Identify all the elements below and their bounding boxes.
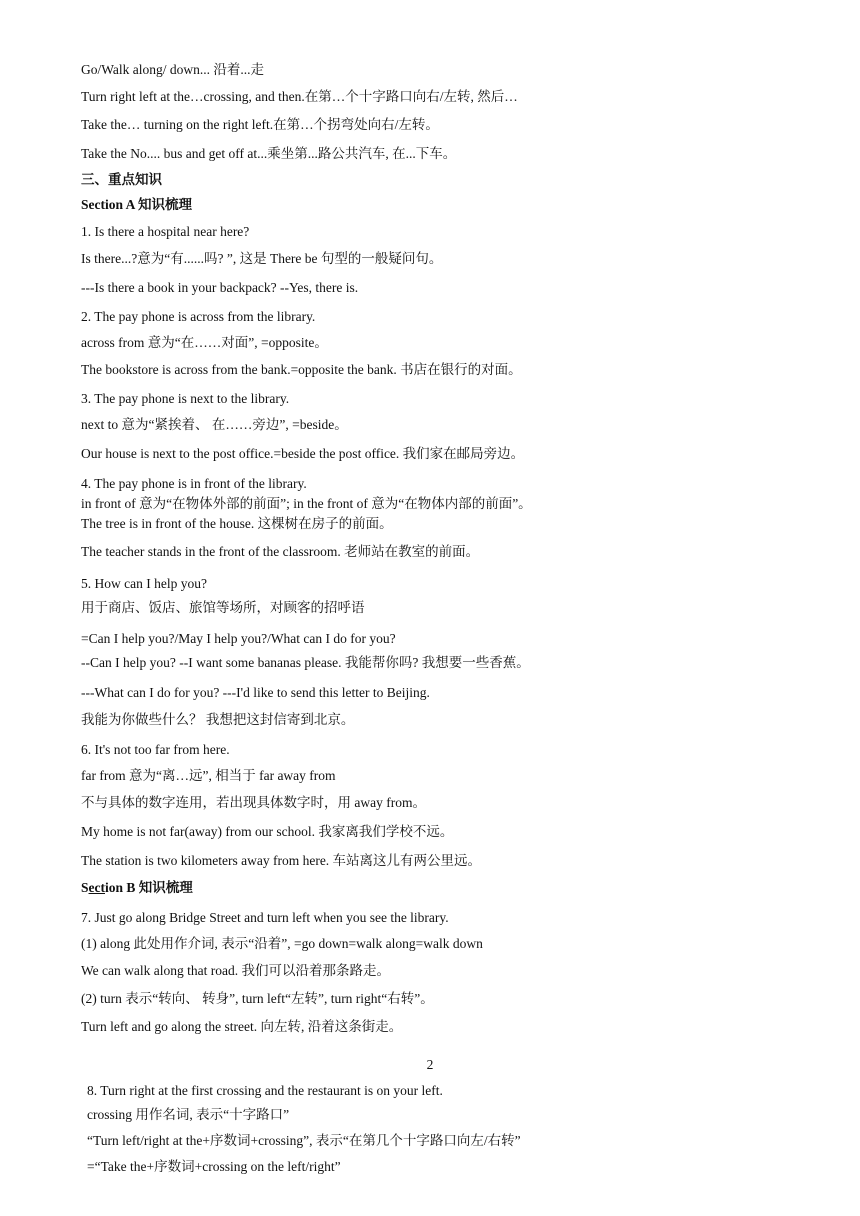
text-line: We can walk along that road. 我们可以沿着那条路走。 bbox=[81, 963, 390, 978]
text-line: (1) along 此处用作介词, 表示“沿着”, =go down=walk along=walk down bbox=[81, 936, 483, 951]
text-line: crossing 用作名词, 表示“十字路口” bbox=[87, 1107, 290, 1122]
text-line: 不与具体的数字连用，若出现具体数字时，用 away from。 bbox=[81, 795, 426, 810]
text-line: The station is two kilometers away from here. 车站离这儿有两公里远。 bbox=[81, 853, 482, 868]
text-line: next to 意为“紧挨着、 在……旁边”, =beside。 bbox=[81, 417, 348, 432]
text-line: 6. It's not too far from here. bbox=[81, 742, 230, 757]
text-line: Is there...?意为“有......吗? ”, 这是 There be 句型的一般疑问句。 bbox=[81, 251, 443, 266]
text-line: =“Take the+序数词+crossing on the left/right” bbox=[87, 1159, 341, 1174]
text-line: Go/Walk along/ down... 沿着...走 bbox=[81, 62, 265, 77]
text-line: Our house is next to the post office.=beside the post office. 我们家在邮局旁边。 bbox=[81, 446, 525, 461]
text-line: in front of 意为“在物体外部的前面”; in the front of 意为“在物体内部的前面”。 bbox=[81, 496, 532, 511]
section-b-heading bbox=[81, 880, 193, 896]
text-line: Turn right left at the…crossing, and then.在第…个十字路口向右/左转, 然后… bbox=[81, 89, 518, 104]
text-line: ---What can I do for you? ---I'd like to send this letter to Beijing. bbox=[81, 685, 430, 700]
section-b-heading-part: ion B 知识梳理 bbox=[105, 880, 193, 895]
text-line: 5. How can I help you? bbox=[81, 576, 207, 591]
text-line: The bookstore is across from the bank.=opposite the bank. 书店在银行的对面。 bbox=[81, 362, 522, 377]
text-line: =Can I help you?/May I help you?/What can I do for you? bbox=[81, 631, 396, 646]
text-line: Take the… turning on the right left.在第…个拐弯处向右/左转。 bbox=[81, 117, 439, 132]
text-line: (2) turn 表示“转向、 转身”, turn left“左转”, turn right“右转”。 bbox=[81, 991, 434, 1006]
text-line: 4. The pay phone is in front of the library. bbox=[81, 476, 307, 491]
section-b-heading-part: S bbox=[81, 880, 89, 895]
text-line: Take the No.... bus and get off at...乘坐第...路公共汽车, 在...下车。 bbox=[81, 146, 457, 161]
text-line: The tree is in front of the house. 这棵树在房子的前面。 bbox=[81, 516, 393, 531]
section-heading: 三、重点知识 bbox=[81, 172, 162, 187]
text-line: Turn left and go along the street. 向左转, 沿着这条街走。 bbox=[81, 1019, 403, 1034]
text-line: far from 意为“离…远”, 相当于 far away from bbox=[81, 768, 336, 783]
text-line: 我能为你做些什么？ 我想把这封信寄到北京。 bbox=[81, 712, 355, 727]
page-number: 2 bbox=[426, 1057, 434, 1072]
text-line: 2. The pay phone is across from the library. bbox=[81, 309, 316, 324]
text-line: My home is not far(away) from our school. 我家离我们学校不远。 bbox=[81, 824, 454, 839]
text-line: 7. Just go along Bridge Street and turn left when you see the library. bbox=[81, 910, 449, 925]
text-line: 用于商店、饭店、旅馆等场所，对顾客的招呼语 bbox=[81, 600, 365, 615]
section-a-heading: Section A 知识梳理 bbox=[81, 197, 193, 212]
text-line: 8. Turn right at the first crossing and the restaurant is on your left. bbox=[87, 1083, 443, 1098]
text-line: across from 意为“在……对面”, =opposite。 bbox=[81, 335, 328, 350]
section-b-heading-underlined: ect bbox=[88, 880, 105, 895]
text-line: “Turn left/right at the+序数词+crossing”, 表示“在第几个十字路口向左/右转” bbox=[87, 1133, 521, 1148]
text-line: The teacher stands in the front of the classroom. 老师站在教室的前面。 bbox=[81, 544, 480, 559]
text-line: 3. The pay phone is next to the library. bbox=[81, 391, 290, 406]
text-line: --Can I help you? --I want some bananas please. 我能帮你吗? 我想要一些香蕉。 bbox=[81, 655, 530, 670]
text-line: 1. Is there a hospital near here? bbox=[81, 224, 250, 239]
text-line: ---Is there a book in your backpack? --Yes, there is. bbox=[81, 280, 359, 295]
